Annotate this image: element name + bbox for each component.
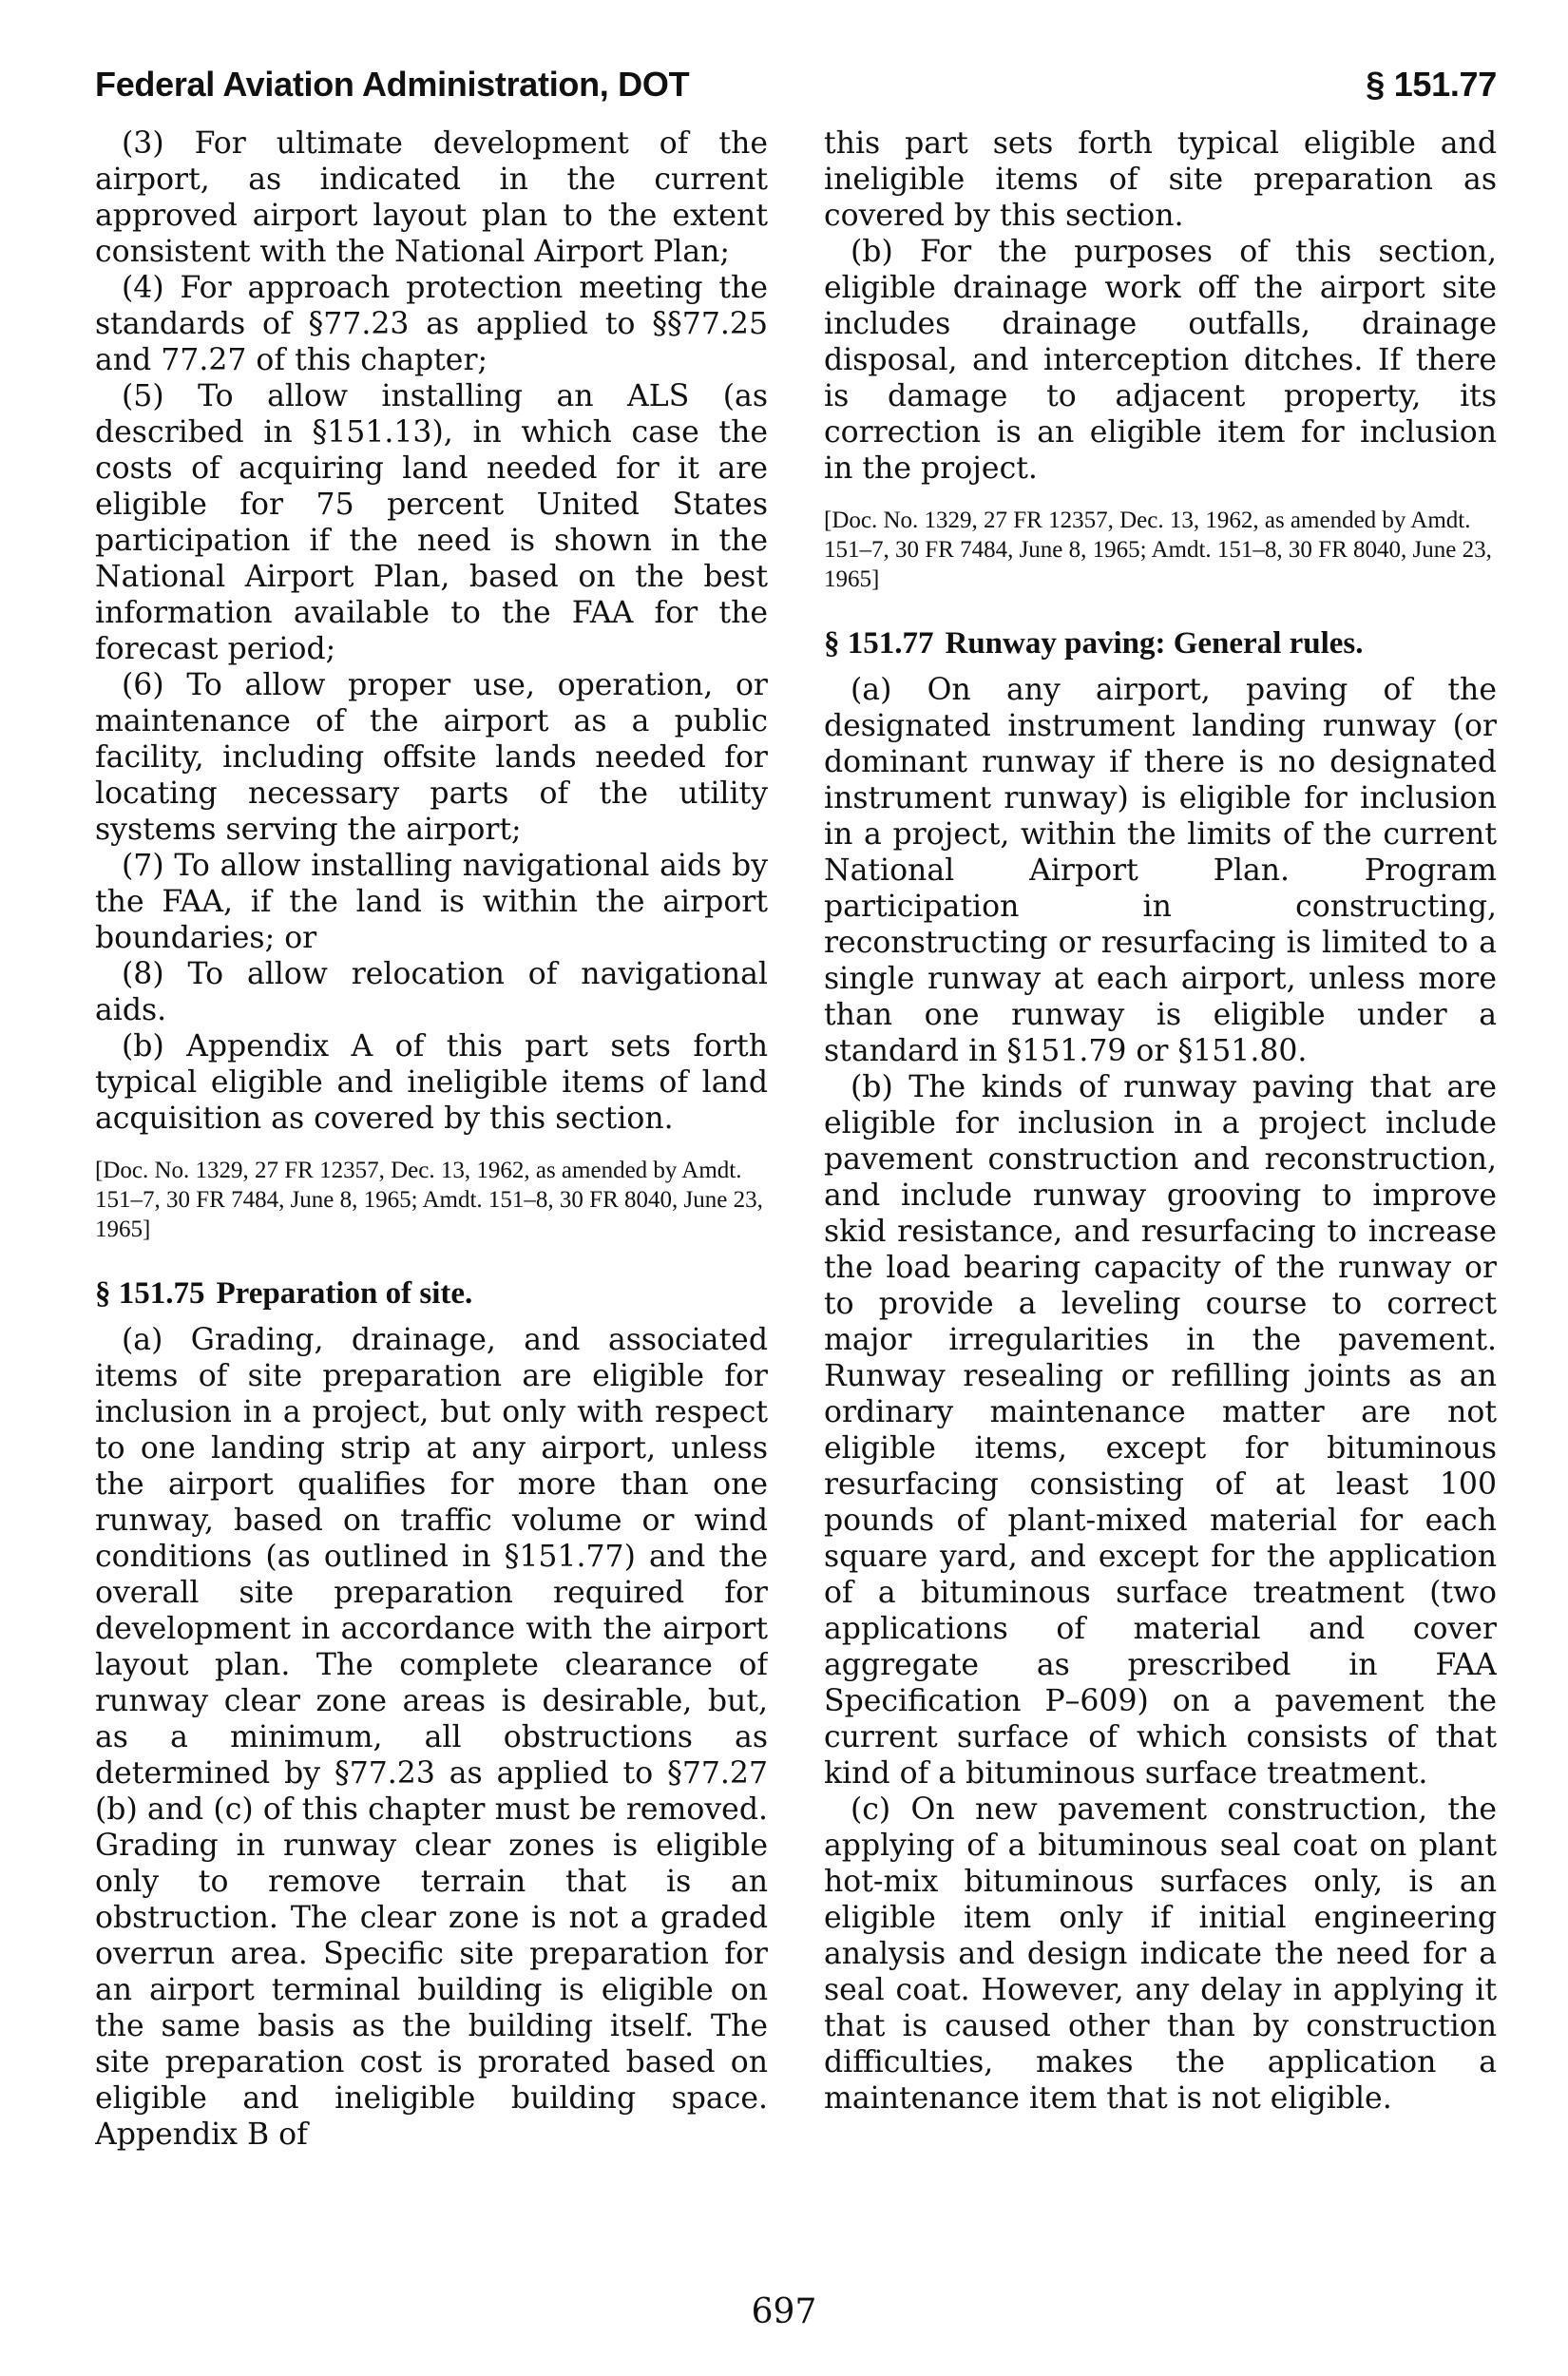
- section-heading-151-75: [95, 1274, 768, 1313]
- paragraph-item-4: (4) For approach protection meeting the standards of §77.23 as applied to §§77.25 and 77.27 of this chapter;: [95, 271, 768, 377]
- agency-title: Federal Aviation Administration, DOT: [95, 65, 690, 104]
- paragraph-item-3: (3) For ultimate development of the airport, as indicated in the current approved airport layout plan to the extent consistent with the National Airport Plan;: [95, 126, 768, 269]
- paragraph-c: (c) On new pavement construction, the applying of a bituminous seal coat on plant hot-mix bituminous surfaces only, is an eligible item only if initial engineering analysis and design indicate the need for a seal coat. However, any delay in applying it that is caused other than by construction difficulties, makes the application a maintenance item that is not eligible.: [824, 1792, 1497, 2116]
- paragraph-b: (b) For the purposes of this section, eligible drainage work off the airport site includes drainage outfalls, drainage disposal, and interception ditches. If there is damage to adjacent property, its correction is an eligible item for inclusion in the project.: [824, 235, 1497, 486]
- paragraph-a: (a) Grading, drainage, and associated items of site preparation are eligible for inclusion in a project, but only with respect to one landing strip at any airport, unless the airport qualifies for more than one runway, based on traffic volume or wind conditions (as outlined in §151.77) and the overall site preparation required for development in accordance with the airport layout plan. The complete clearance of runway clear zone areas is desirable, but, as a minimum, all obstructions as determined by §77.23 as applied to §77.27 (b) and (c) of this chapter must be removed. Grading in runway clear zones is eligible only to remove terrain that is an obstruction. The clear zone is not a graded overrun area. Specific site preparation for an airport terminal building is eligible on the same basis as the building itself. The site preparation cost is prorated based on eligible and ineligible building space. Appendix B of: [95, 1323, 768, 2152]
- page-number: 697: [751, 2292, 817, 2331]
- paragraph-b: (b) Appendix A of this part sets forth typical eligible and ineligible items of land acquisition as covered by this section.: [95, 1029, 768, 1136]
- paragraph-continued: this part sets forth typical eligible and ineligible items of site preparation as covered by this section.: [824, 126, 1497, 233]
- section-heading-number: § 151.75: [95, 1276, 205, 1311]
- left-column: [95, 125, 768, 2235]
- section-heading-151-77: [824, 624, 1497, 662]
- section-number: § 151.77: [1366, 65, 1497, 104]
- source-citation: [Doc. No. 1329, 27 FR 12357, Dec. 13, 1962, as amended by Amdt. 151–7, 30 FR 7484, June 8, 1965; Amdt. 151–8, 30 FR 8040, June 23, 1965]: [824, 508, 1492, 592]
- section-heading-title: Runway paving: General rules.: [945, 626, 1364, 661]
- right-column: [824, 125, 1497, 2235]
- running-head: [95, 57, 1497, 105]
- paragraph-item-5: (5) To allow installing an ALS (as described in §151.13), in which case the costs of acquiring land needed for it are eligible for 75 percent United States participation if the need is shown in the National Airport Plan, based on the best information available to the FAA for the forecast period;: [95, 379, 768, 666]
- source-citation: [Doc. No. 1329, 27 FR 12357, Dec. 13, 1962, as amended by Amdt. 151–7, 30 FR 7484, June 8, 1965; Amdt. 151–8, 30 FR 8040, June 23, 1965]: [95, 1158, 763, 1242]
- paragraph-b: (b) The kinds of runway paving that are eligible for inclusion in a project include pavement construction and reconstruction, and include runway grooving to improve skid resistance, and resurfacing to increase the load bearing capacity of the runway or to provide a leveling course to correct major irregularities in the pavement. Runway resealing or refilling joints as an ordinary maintenance matter are not eligible items, except for bituminous resurfacing consisting of at least 100 pounds of plant-mixed material for each square yard, and except for the application of a bituminous surface treatment (two applications of material and cover aggregate as prescribed in FAA Specification P–609) on a pavement the current surface of which consists of that kind of a bituminous surface treatment.: [824, 1070, 1497, 1791]
- body-columns: [95, 125, 1497, 2235]
- paragraph-item-8: (8) To allow relocation of navigational aids.: [95, 957, 768, 1027]
- paragraph-item-6: (6) To allow proper use, operation, or maintenance of the airport as a public facility, including offsite lands needed for locating necessary parts of the utility systems serving the airport;: [95, 668, 768, 847]
- section-heading-number: § 151.77: [824, 626, 934, 661]
- section-heading-title: Preparation of site.: [216, 1276, 473, 1311]
- paragraph-a: (a) On any airport, paving of the designated instrument landing runway (or dominant runway if there is no designated instrument runway) is eligible for inclusion in a project, within the limits of the current National Airport Plan. Program participation in constructing, reconstructing or resurfacing is limited to a single runway at each airport, unless more than one runway is eligible under a standard in §151.79 or §151.80.: [824, 673, 1497, 1068]
- paragraph-item-7: (7) To allow installing navigational aids by the FAA, if the land is within the airport boundaries; or: [95, 849, 768, 955]
